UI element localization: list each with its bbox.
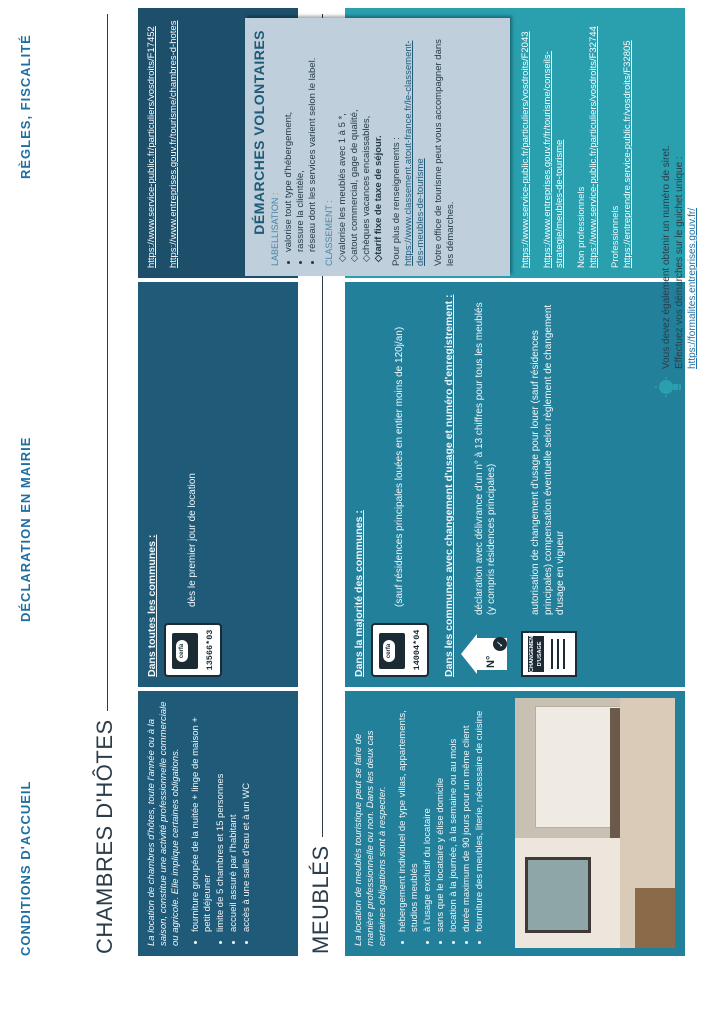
office-text: Votre office de tourisme peut vous accompagner dans les démarches. — [433, 39, 456, 266]
list-item: ◇ atout commercial, gage de qualité, — [349, 26, 361, 262]
chambres-decl-text: dès le premier jour de location — [186, 473, 198, 607]
link-service-public-f17452[interactable]: https://www.service-public.fr/particuliers/vosdroits/F17452 — [146, 26, 157, 268]
demarches-title: DÉMARCHES VOLONTAIRES — [251, 30, 267, 235]
meubles-decl-text-2: déclaration avec délivrance d'un n° à 13 chiffres pour tous les meublés (y compris résidences principales) — [473, 302, 497, 615]
labellisation-list — [283, 26, 319, 266]
list-item: • location à la journée, à la semaine ou au mois — [448, 697, 460, 932]
cerfa-label: cerfa — [176, 640, 188, 662]
chambres-declaration-panel — [138, 282, 298, 687]
info-text: Pour plus de renseignements : — [391, 137, 402, 266]
cerfa-form-icon — [164, 623, 222, 677]
list-item: • sans que le locataire y élise domicile — [435, 697, 447, 932]
meubles-links — [520, 18, 634, 268]
list-item: • hébergement individuel de type villas, appartements, studios meublés — [397, 697, 421, 932]
chambres-conditions-panel — [138, 691, 298, 956]
list-item: ◇ valorise les meublés avec 1 à 5 *, — [337, 26, 349, 262]
classement-heading: CLASSEMENT : — [324, 200, 334, 266]
column-header-declaration: DÉCLARATION EN MAIRIE — [18, 436, 33, 622]
chambres-cerfa-row — [164, 292, 222, 677]
list-item: • à l'usage exclusif du locataire — [422, 697, 434, 932]
link-entreprendre-f32805[interactable]: https://entreprendre.service-public.fr/vosdroits/F32805 — [622, 40, 633, 268]
meubles-usage-row — [521, 292, 577, 677]
section-title-chambres: CHAMBRES D'HÔTES — [92, 711, 118, 954]
link-entreprises-chambres[interactable]: https://www.entreprises.gouv.fr/tourisme/chambres-d-hotes — [168, 20, 179, 268]
cerfa-number: 13566*03 — [205, 629, 215, 671]
meubles-decl-heading-2: Dans les communes avec changement d'usage et numéro d'enregistrement : — [443, 294, 455, 677]
house-number-label: N° — [485, 655, 497, 668]
change-of-use-document-icon — [521, 631, 577, 677]
meubles-declaration-panel — [345, 282, 685, 687]
column-header-conditions: CONDITIONS D'ACCUEIL — [18, 780, 33, 956]
list-item: • durée maximum de 90 jours pour un même client — [461, 697, 473, 932]
footer-line-1: Vous devez également obtenir un numéro de siret. — [661, 145, 672, 369]
footer-line-2: Effectuez vos démarches sur le guichet unique : — [674, 156, 685, 369]
house-number-icon — [461, 631, 511, 677]
link-service-public-f2043[interactable]: https://www.service-public.fr/particuliers/vosdroits/F2043 — [520, 31, 531, 268]
chambres-intro: La location de chambres d'hôtes, toute l'année ou à la saison, constitue une activité professionnelle commerciale ou agricole. Elle implique certaines obligations. — [146, 701, 181, 946]
meubles-conditions-list — [397, 697, 486, 946]
footer-note — [660, 0, 699, 369]
list-item: • rassure la clientèle, — [295, 26, 307, 252]
meubles-number-row — [461, 292, 511, 677]
cerfa-form-icon — [371, 623, 429, 677]
list-item: • fourniture des meubles, literie, nécessaire de cuisine — [474, 697, 486, 932]
link-entreprises-meubles[interactable]: https://www.entreprises.gouv.fr/fr/tourisme/conseils-strategie/meubles-de-tourisme — [542, 51, 565, 268]
list-item: • réseau dont les services varient selon le label. — [307, 26, 319, 252]
non-pro-label: Non professionnels — [576, 186, 587, 268]
meubles-decl-heading-1: Dans la majorité des communes : — [353, 510, 365, 677]
demarches-volontaires-box — [245, 18, 510, 276]
classement-list — [337, 26, 385, 266]
list-item: • accès à une salle d'eau et à un WC — [241, 697, 253, 932]
cerfa-label: cerfa — [383, 640, 395, 662]
chambres-conditions-list — [190, 697, 253, 946]
cerfa-number: 14004*04 — [412, 629, 422, 671]
meubles-intro: La location de meublés touristique peut se faire de manière professionnelle ou non. Dans les deux cas certaines obligations sont à respecter. — [353, 730, 388, 946]
link-guichet-unique[interactable]: https://formalites.entreprises.gouv.fr/ — [687, 208, 698, 369]
column-header-regles: RÈGLES, FISCALITÉ — [18, 34, 33, 179]
list-item: ◇ tarif fixe de taxe de séjour. — [373, 26, 385, 262]
doc-icon-label: CHANGEMENT D'USAGE — [529, 632, 543, 672]
lightbulb-icon — [655, 375, 685, 399]
list-item: • valorise tout type d'hébergement, — [283, 26, 295, 252]
list-item: • limite de 5 chambres et 15 personnes — [215, 697, 227, 932]
kitchen-photo — [515, 698, 675, 948]
chambres-links — [146, 18, 180, 268]
list-item: • fourniture groupée de la nuitée + linge de maison + petit déjeuner — [190, 697, 214, 932]
section-rule — [107, 14, 108, 794]
meubles-decl-text-3: autorisation de changement d'usage pour louer (sauf résidences principales) compensation éventuelle selon règlement de changement d'usage en vigueur — [530, 304, 567, 615]
link-atout-france[interactable]: https://www.classement.atout-france.fr/le-classement-des-meubles-de-tourisme — [403, 40, 426, 266]
section-title-meubles: MEUBLÉS — [308, 837, 334, 954]
meubles-decl-text-1: (sauf résidences principales louées en entier moins de 120j/an) — [393, 326, 405, 607]
list-item: • accueil assuré par l'habitant — [228, 697, 240, 932]
chambres-decl-heading: Dans toutes les communes : — [146, 534, 158, 677]
list-item: ◇ chèques vacances encaissables, — [361, 26, 373, 262]
link-service-public-f32744[interactable]: https://www.service-public.fr/particuliers/vosdroits/F32744 — [588, 26, 599, 268]
labellisation-heading: LABELLISATION : — [270, 192, 280, 266]
meubles-cerfa-row — [371, 292, 429, 677]
pro-label: Professionnels — [610, 205, 621, 268]
check-icon: ✓ — [493, 637, 507, 651]
